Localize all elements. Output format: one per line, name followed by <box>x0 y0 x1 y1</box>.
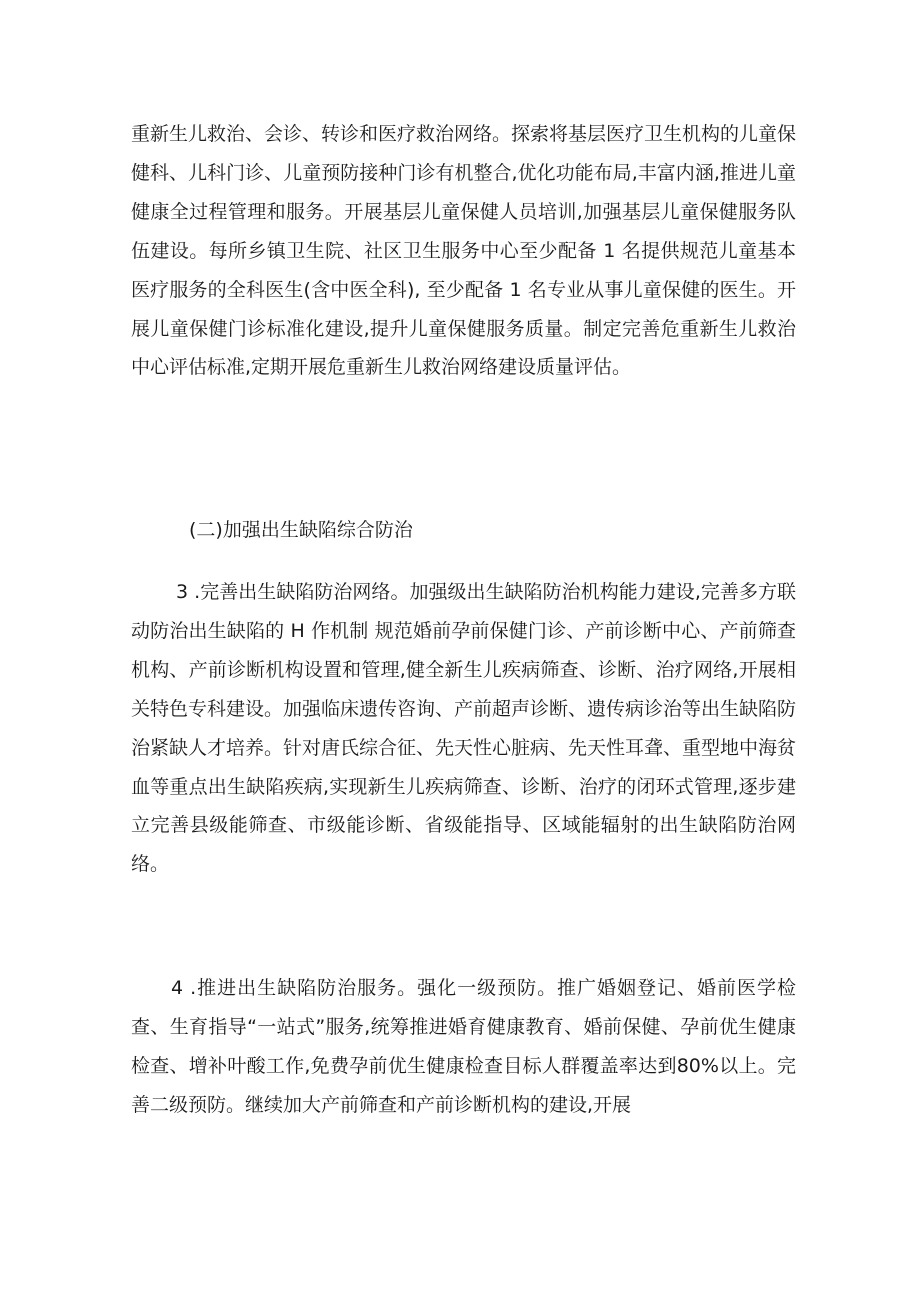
paragraph-child-health-network: 重新生儿救治、会诊、转诊和医疗救治网络。探索将基层医疗卫生机构的儿童保健科、儿科门诊、儿童预防接种门诊有机整合,优化功能布局,丰富内涵,推进儿童健康全过程管理和服务。开展基层儿童保健人员培训,加强基层儿童保健服务队伍建设。每所乡镇卫生院、社区卫生服务中心至少配备 1 名提供规范儿童基本医疗服务的全科医生(含中医全科), 至少配备 1 名专业从事儿童保健的医生。开展儿童保健门诊标准化建设,提升儿童保健服务质量。制定完善危重新生儿救治中心评估标准,定期开展危重新生儿救治网络建设质量评估。 <box>131 123 797 379</box>
paragraph-birth-defect-services: 4 .推进出生缺陷防治服务。强化一级预防。推广婚姻登记、婚前医学检查、生育指导“一站式”服务,统筹推进婚育健康教育、婚前保健、孕前优生健康检查、增补叶酸工作,免费孕前优生健康检查目标人群覆盖率达到80%以上。完善二级预防。继续加大产前筛查和产前诊断机构的建设,开展 <box>131 977 796 1116</box>
paragraph-birth-defect-network: 3 .完善出生缺陷防治网络。加强级出生缺陷防治机构能力建设,完善多方联动防治出生缺陷的 H 作机制 规范婚前孕前保健门诊、产前诊断中心、产前筛查机构、产前诊断机构设置和管理,健全新生儿疾病筛查、诊断、治疗网络,开展相关特色专科建设。加强临床遗传咨询、产前超声诊断、遗传病诊治等出生缺陷防治紧缺人才培养。针对唐氏综合征、先天性心脏病、先天性耳聋、重型地中海贫血等重点出生缺陷疾病,实现新生儿疾病筛查、诊断、治疗的闭环式管理,逐步建立完善县级能筛查、市级能诊断、省级能指导、区域能辐射的出生缺陷防治网络。 <box>131 581 797 876</box>
section-heading-birth-defects: (二)加强出生缺陷综合防治 <box>189 519 413 541</box>
